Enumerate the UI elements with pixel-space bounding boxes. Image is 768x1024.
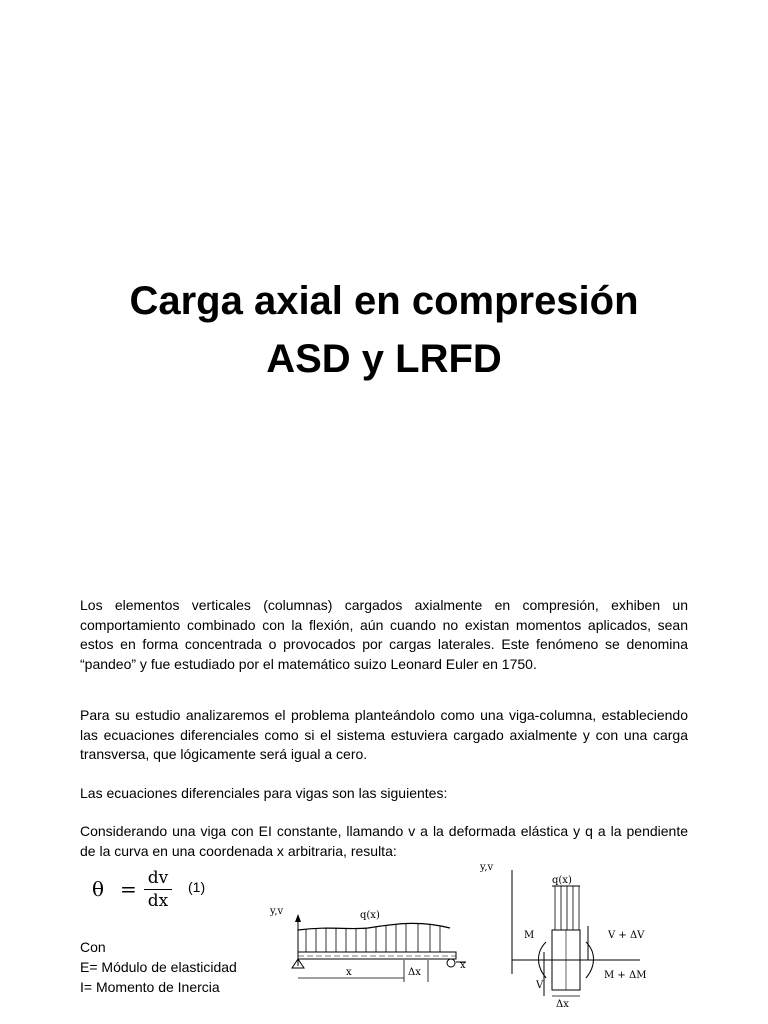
definitions [80, 937, 237, 997]
fraction-bar [144, 889, 172, 890]
fig1-y-axis-arrow [295, 914, 301, 922]
equation-equals: = [120, 877, 137, 901]
page-title [0, 272, 768, 388]
definition-con: Con [80, 939, 106, 955]
beam-load-figure [268, 896, 478, 996]
equation-lhs: θ [92, 877, 105, 901]
fig2-shear-left-label: V [536, 980, 544, 991]
equation-denominator: dx [147, 891, 169, 911]
definition-e: E= Módulo de elasticidad [80, 959, 237, 975]
fig1-load-curve [298, 923, 450, 930]
fig2-moment-right-label: M + ΔM [604, 970, 647, 981]
fig1-beam [298, 952, 456, 959]
element-free-body-figure [480, 856, 680, 1011]
fig1-axis-x-label: x [460, 960, 466, 971]
title-line-1: Carga axial en compresión [129, 279, 639, 323]
fig1-roller-support [447, 959, 455, 967]
fig2-moment-left-label: M [524, 930, 535, 941]
equation-fraction [144, 868, 172, 911]
fig1-axis-y-label: y,v [270, 906, 284, 917]
paragraph-intro: Los elementos verticales (columnas) cargados axialmente en compresión, exhiben un comportamiento combinado con la flexión, aún cuando no existan momentos aplicados, sean estos en forma concentrada o provocados por cargas laterales. Este fenómeno se denomina “pandeo” y fue estudiado por el matemático suizo Leonard Euler en 1750. [80, 597, 688, 672]
fig2-width-label: Δx [556, 999, 569, 1010]
equation-numerator: dv [147, 868, 169, 888]
title-line-2: ASD y LRFD [266, 337, 502, 381]
paragraph-considering: Considerando una viga con EI constante, llamando v a la deformada elástica y q a la pendiente de la curva en una coordenada x arbitraria, resulta: [80, 823, 688, 859]
fig1-load-label: q(x) [360, 910, 380, 921]
equation-number: (1) [188, 879, 206, 895]
fig1-dim-x-label: x [346, 967, 352, 978]
paragraph-equations: Las ecuaciones diferenciales para vigas son las siguientes: [80, 785, 448, 801]
definition-i: I= Momento de Inercia [80, 979, 220, 995]
fig1-dim-dx-label: Δx [408, 967, 421, 978]
fig2-load-label: q(x) [552, 875, 572, 886]
fig2-axis-y-label: y,v [480, 862, 494, 873]
fig2-shear-right-label: V + ΔV [608, 930, 645, 941]
paragraph-study: Para su estudio analizaremos el problema planteándolo como una viga-columna, estableciendo las ecuaciones diferenciales como si el sistema estuviera cargado axialmente y con una carga transversa, que lógicamente será igual a cero. [80, 707, 688, 762]
equation-1 [92, 868, 232, 912]
fig2-load-arrows [555, 886, 579, 930]
